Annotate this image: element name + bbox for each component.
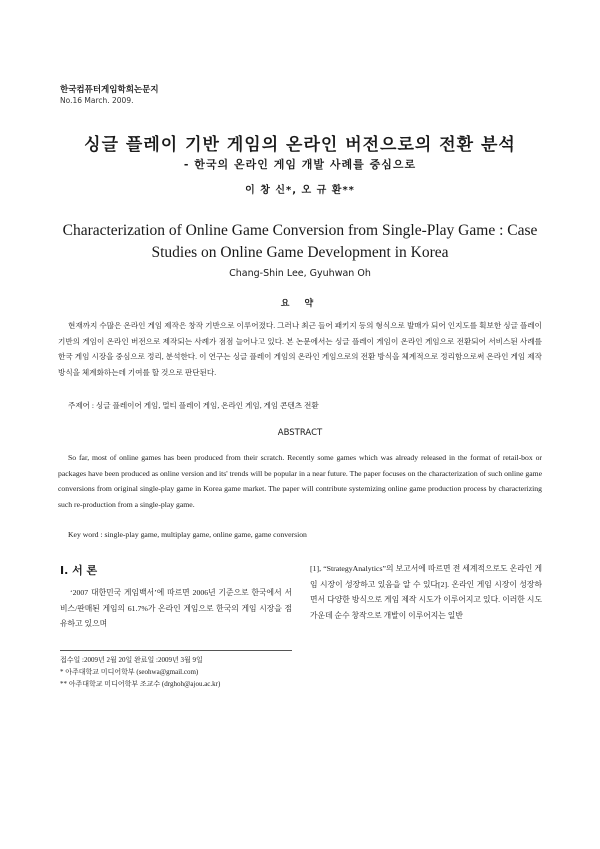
paper-title-english: Characterization of Online Game Conversion from Single-Play Game : Case Studies on Online Game Development in Korea <box>62 222 538 261</box>
keywords-english: Key word : single-play game, multiplay game, online game, game conversion <box>68 530 307 539</box>
abstract-korean-body: 현재까지 수많은 온라인 게임 제작은 창작 기반으로 이루어졌다. 그러나 최근 들어 패키지 등의 형식으로 발매가 되어 인지도를 획보한 싱글 플레이 기반의 게임이 온라인 버전으로 제작되는 사례가 점점 늘어나고 있다. 본 논문에서는 싱글 플레이 게임이 온라인 게임으로 전환되어 서비스된 사례를 한국 게임 시장을 중심으로 정리, 분석한다. 이 연구는 싱글 플레이 게임의 온라인 게임으로의 전환 방식을 체계적으로 정리함으로써 온라인 게임 제작 방식을 체계화하는데 기여를 할 것으로 판단된다. <box>58 321 542 377</box>
journal-name: 한국컴퓨터게임학회논문지 <box>60 85 159 95</box>
body-text-left-column: ‘2007 대한민국 게임백서’에 따르면 2006년 기준으로 한국에서 서비스/판매된 게임의 61.7%가 온라인 게임으로 한국의 게임 시장을 점유하고 있으며 <box>60 588 292 628</box>
abstract-english-body: So far, most of online games has been produced from their scratch. Recently some games which was already released in the format of retail-box or packages have been produced as online version and its' trends will be popular in a near future. The paper focuses on the characterization of such online game conversions from original single-play game in Korea game market. The paper will contribute systemizing online game production process by characterizing such re-production from a single-play game. <box>58 453 542 509</box>
abstract-english-heading: ABSTRACT <box>277 428 323 438</box>
authors-korean: 이 창 신*, 오 규 환** <box>245 185 355 196</box>
abstract-korean-heading: 요 약 <box>280 299 320 309</box>
body-text-right-column: [1], “StrategyAnalytics”의 보고서에 따르면 전 세계적으로도 온라인 게임 시장이 성장하고 있음을 알 수 있다[2]. 온라인 게임 시장이 성장하면서 다양한 방식으로 게임 제작 시도가 이루어지고 있다. 이러한 시도 가운데 순수 창작으로 개발이 이루어지는 일반 <box>310 564 542 620</box>
footnote-divider <box>60 650 292 651</box>
authors-english: Chang-Shin Lee, Gyuhwan Oh <box>229 268 371 279</box>
footnote-author-2: ** 아주대학교 미디어학부 조교수 (drghoh@ajou.ac.kr) <box>60 680 221 688</box>
issue-info: No.16 March. 2009. <box>60 96 134 105</box>
paper-subtitle-korean: - 한국의 온라인 게임 개발 사례를 중심으로 <box>183 158 417 171</box>
section-heading-introduction: Ⅰ. 서 론 <box>60 564 98 577</box>
keywords-korean: 주제어 : 싱글 플레이어 게임, 멀티 플레이 게임, 온라인 게임, 게임 콘텐츠 전환 <box>68 401 319 410</box>
footnotes <box>60 654 220 690</box>
paper-title-korean: 싱글 플레이 기반 게임의 온라인 버전으로의 전환 분석 <box>84 135 516 155</box>
footnote-author-1: * 아주대학교 미디어학부 (seohwa@gmail.com) <box>60 668 199 676</box>
footnote-dates: 접수일 :2009년 2월 20일 완료일 :2009년 3월 9일 <box>60 656 203 664</box>
